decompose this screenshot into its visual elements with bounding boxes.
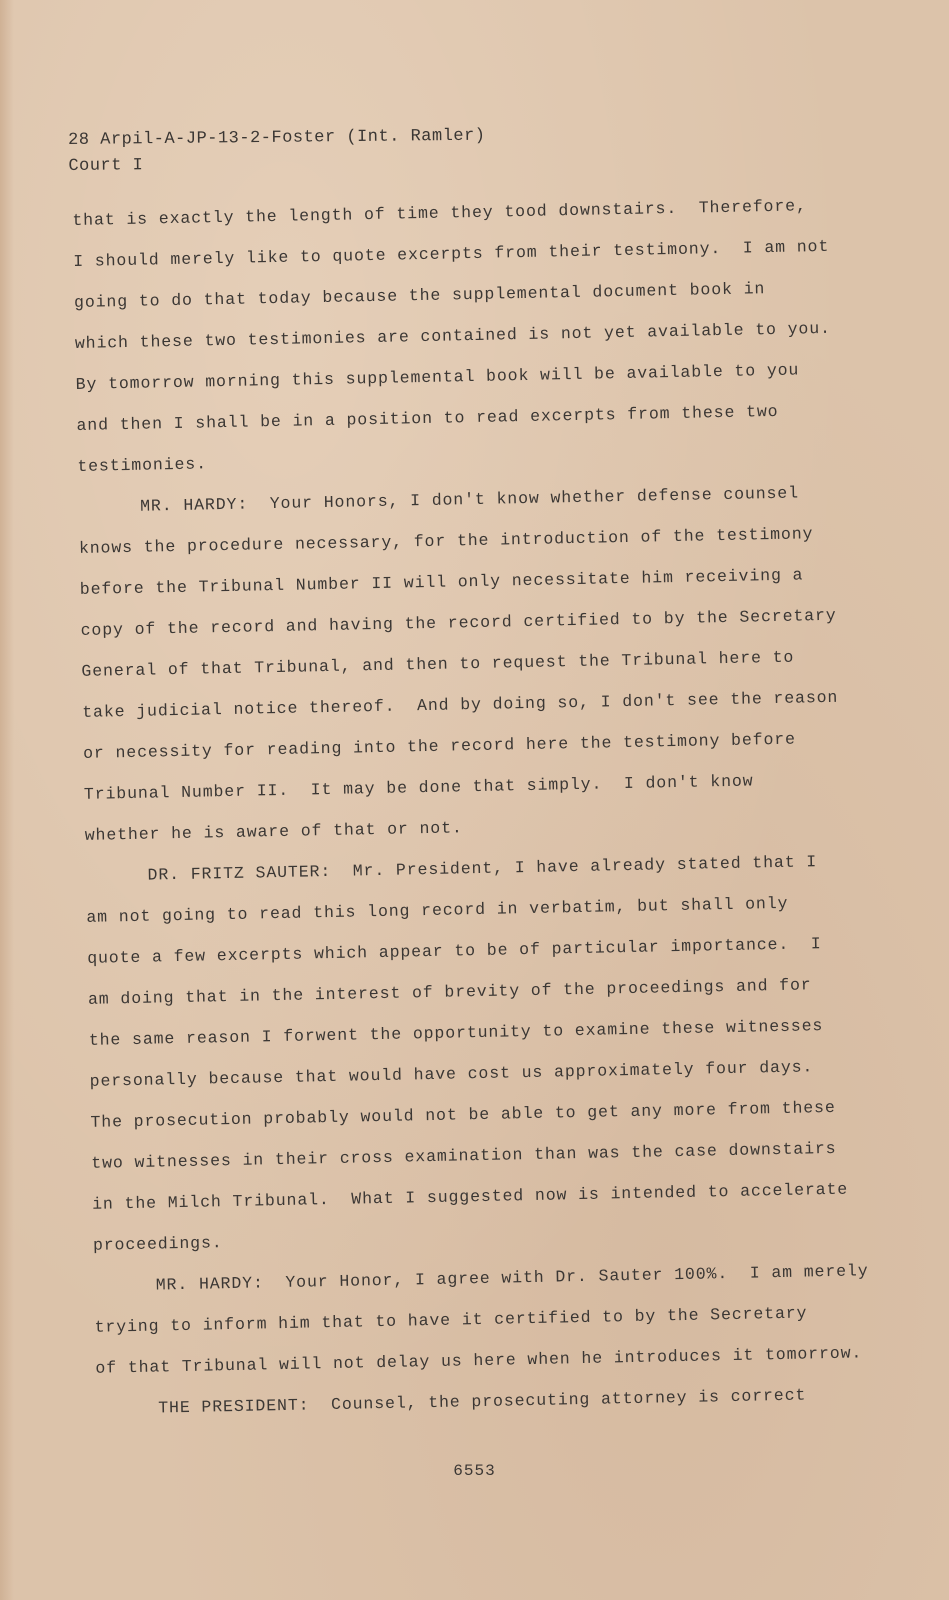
text-line: or necessity for reading into the record here the testimony before <box>82 729 797 763</box>
text-line: going to do that today because the supplemental document book in <box>73 279 766 312</box>
speaker-line-hardy: MR. HARDY: Your Honor, I agree with Dr. Sauter 100%. I am merely <box>155 1261 869 1295</box>
text-line: personally because that would have cost us approximately four days. <box>89 1057 814 1091</box>
text-line: copy of the record and having the record certified to by the Secretary <box>80 605 837 640</box>
page-number: 6553 <box>453 1462 496 1480</box>
text-line: am doing that in the interest of brevity of the proceedings and for <box>87 975 812 1009</box>
text-line: proceedings. <box>92 1233 223 1255</box>
text-line: The prosecution probably would not be able to get any more from these <box>90 1097 836 1132</box>
text-line: I should merely like to quote excerpts from their testimony. I am not <box>73 236 830 271</box>
text-line: am not going to read this long record in verbatim, but shall only <box>86 893 789 927</box>
speaker-line-sauter: DR. FRITZ SAUTER: Mr. President, I have already stated that I <box>147 852 818 885</box>
text-line: whether he is aware of that or not. <box>84 818 463 845</box>
header-court: Court I <box>68 156 144 176</box>
text-line: that is exactly the length of time they tood downstairs. Therefore, <box>72 196 807 230</box>
text-line: take judicial notice thereof. And by doing so, I don't see the reason <box>82 687 839 722</box>
text-line: testimonies. <box>77 454 208 476</box>
text-line: in the Milch Tribunal. What I suggested now is intended to accelerate <box>91 1179 849 1214</box>
text-line: By tomorrow morning this supplemental book will be available to you <box>75 360 800 394</box>
speaker-line-president: THE PRESIDENT: Counsel, the prosecuting attorney is correct <box>158 1385 807 1418</box>
page-header <box>68 124 486 180</box>
header-case-reference: 28 Arpil-A-JP-13-2-Foster (Int. Ramler) <box>68 126 486 150</box>
text-line: of that Tribunal will not delay us here when he introduces it tomorrow. <box>95 1343 863 1378</box>
speaker-line-hardy: MR. HARDY: Your Honors, I don't know whether defense counsel <box>139 483 800 516</box>
transcript-body <box>72 185 869 1429</box>
text-line: trying to inform him that to have it certified to by the Secretary <box>94 1303 808 1337</box>
text-line: which these two testimonies are contained is not yet available to you. <box>74 318 832 353</box>
text-line: two witnesses in their cross examination than was the case downstairs <box>91 1138 837 1173</box>
text-line: Tribunal Number II. It may be done that simply. I don't know <box>83 771 754 804</box>
text-line: before the Tribunal Number II will only necessitate him receiving a <box>79 565 804 599</box>
text-line: knows the procedure necessary, for the introduction of the testimony <box>78 524 814 558</box>
text-line: the same reason I forwent the opportunity to examine these witnesses <box>88 1016 824 1050</box>
text-line: General of that Tribunal, and then to request the Tribunal here to <box>81 647 795 681</box>
text-line: and then I shall be in a position to read excerpts from these two <box>76 401 779 435</box>
page-edge-shadow <box>0 0 14 1600</box>
text-line: quote a few excerpts which appear to be of particular importance. I <box>87 934 822 968</box>
